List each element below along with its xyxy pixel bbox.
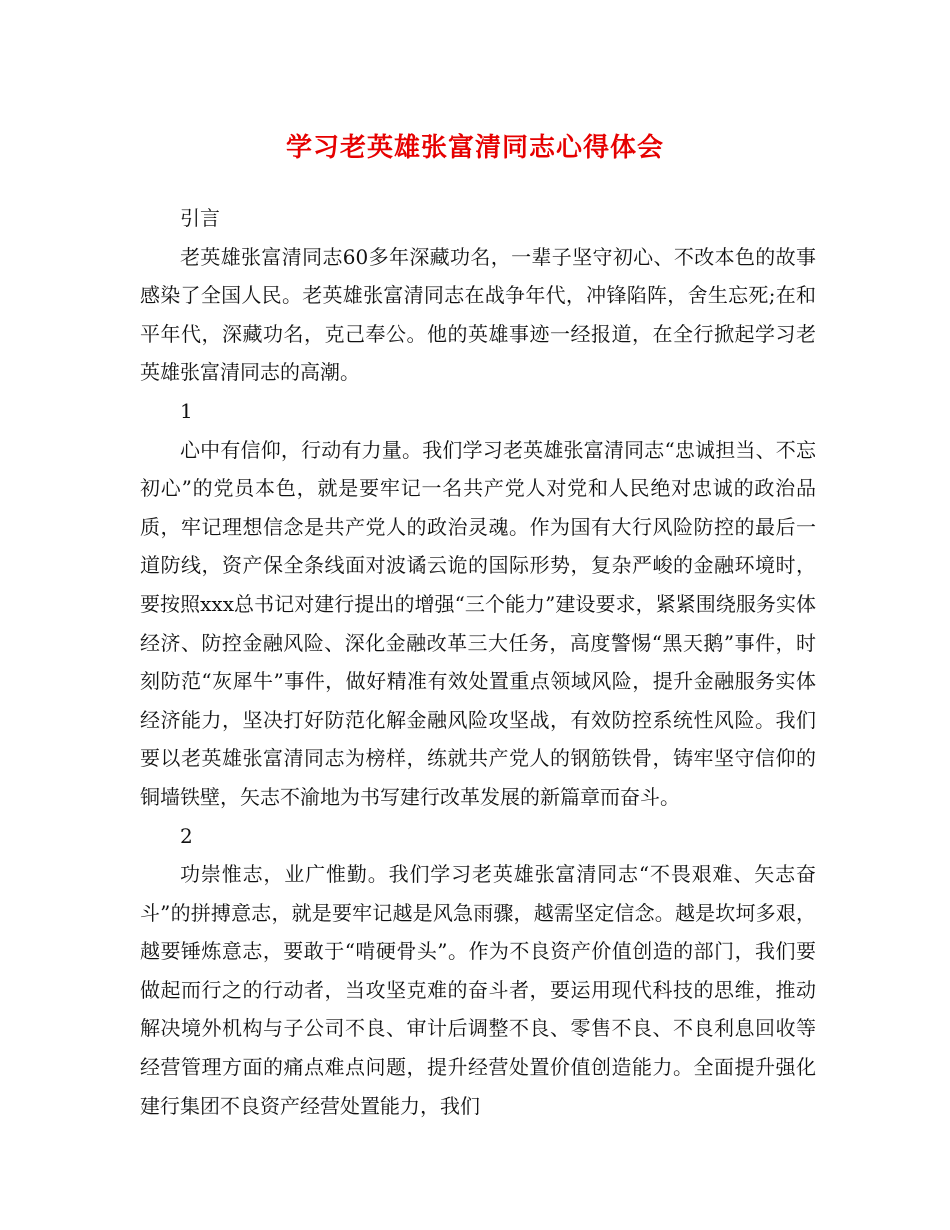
paragraph-intro: 老英雄张富清同志60多年深藏功名，一辈子坚守初心、不改本色的故事感染了全国人民。老英雄张富清同志在战争年代，冲锋陷阵，舍生忘死;在和平年代，深藏功名，克己奉公。他的英雄事迹一经报道，在全行掀起学习老英雄张富清同志的高潮。 <box>140 244 816 385</box>
paragraph-intro-heading: 引言 <box>180 206 220 230</box>
section-number-1: 1 <box>180 398 193 423</box>
document-body <box>140 199 816 1125</box>
section-number-2: 2 <box>180 823 193 848</box>
document-title: 学习老英雄张富清同志心得体会 <box>285 133 664 163</box>
paragraph-section-2: 功崇惟志，业广惟勤。我们学习老英雄张富清同志“不畏艰难、矢志奋斗”的拼搏意志，就是要牢记越是风急雨骤，越需坚定信念。越是坎坷多艰，越要锤炼意志，要敢于“啃硬骨头”。作为不良资产价值创造的部门，我们要做起而行之的行动者，当攻坚克难的奋斗者，要运用现代科技的思维，推动解决境外机构与子公司不良、审计后调整不良、零售不良、不良利息回收等经营管理方面的痛点难点问题，提升经营处置价值创造能力。全面提升强化建行集团不良资产经营处置能力，我们 <box>140 862 816 1118</box>
paragraph-section-1: 心中有信仰，行动有力量。我们学习老英雄张富清同志“忠诚担当、不忘初心”的党员本色，就是要牢记一名共产党人对党和人民绝对忠诚的政治品质，牢记理想信念是共产党人的政治灵魂。作为国有大行风险防控的最后一道防线，资产保全条线面对波谲云诡的国际形势，复杂严峻的金融环境时，要按照xxx总书记对建行提出的增强“三个能力”建设要求，紧紧围绕服务实体经济、防控金融风险、深化金融改革三大任务，高度警惕“黑天鹅”事件，时刻防范“灰犀牛”事件，做好精准有效处置重点领域风险，提升金融服务实体经济能力，坚决打好防范化解金融风险攻坚战，有效防控系统性风险。我们要以老英雄张富清同志为榜样，练就共产党人的钢筋铁骨，铸牢坚守信仰的铜墙铁壁，矢志不渝地为书写建行改革发展的新篇章而奋斗。 <box>140 437 816 809</box>
